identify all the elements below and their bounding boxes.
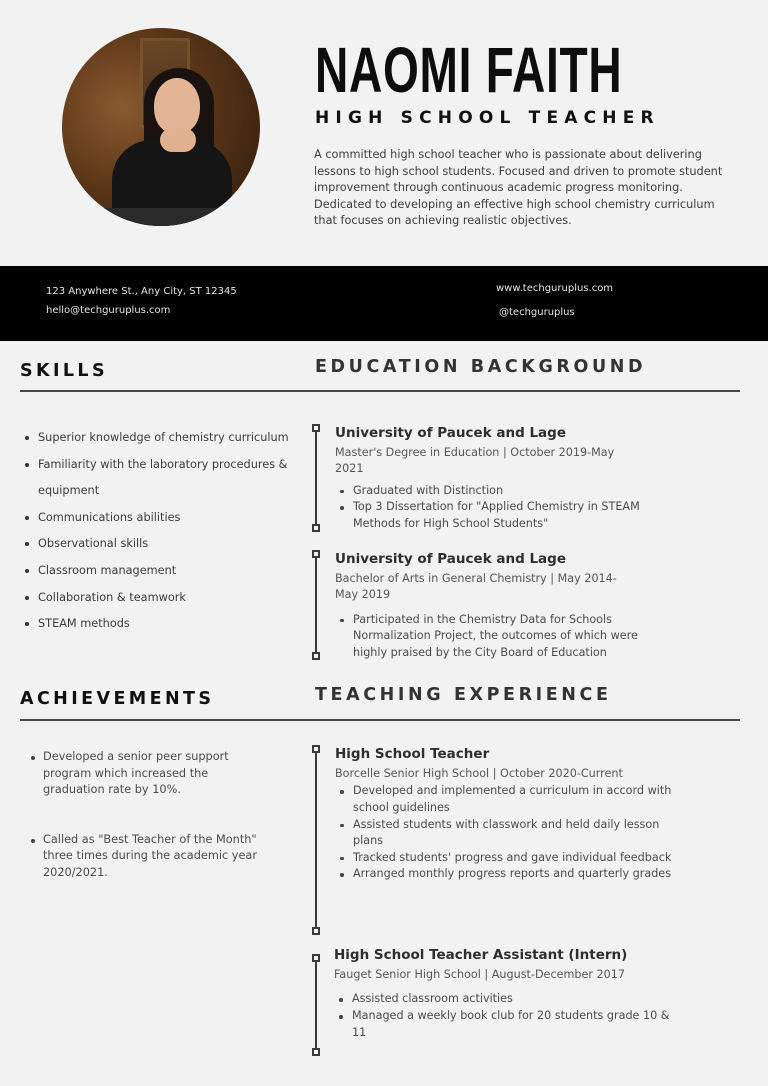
timeline-node-icon [312,954,320,962]
timeline-line [315,428,317,528]
photo-table [102,208,242,226]
experience-detail: Borcelle Senior High School | October 2020-Current [335,767,623,780]
skill-item: Collaboration & teamwork [22,585,292,612]
experience-bullet: Assisted classroom activities [334,991,674,1008]
section-divider-top [20,390,740,392]
education-institution: University of Paucek and Lage [335,425,566,441]
skill-item: Observational skills [22,531,292,558]
timeline-line [315,554,317,656]
education-detail: Master's Degree in Education | October 2019-May 2021 [335,446,615,476]
contact-band [0,266,768,341]
education-institution: University of Paucek and Lage [335,551,566,567]
skills-list [22,425,292,638]
timeline-connector [312,550,320,660]
education-detail: Bachelor of Arts in General Chemistry | May 2014-May 2019 [335,572,617,602]
education-heading: EDUCATION BACKGROUND [315,357,647,377]
timeline-connector [312,745,320,935]
education-bullet: Top 3 Dissertation for "Applied Chemistry in STEAM Methods for High School Students" [335,499,675,532]
timeline-node-icon [312,927,320,935]
contact-website[interactable]: www.techguruplus.com [496,283,614,294]
timeline-node-icon [312,1048,320,1056]
timeline-node-icon [312,550,320,558]
education-entry [312,550,712,660]
education-bullets [335,483,675,533]
experience-bullet: Assisted students with classwork and held daily lesson plans [335,817,675,850]
timeline-node-icon [312,652,320,660]
achievement-item: Called as "Best Teacher of the Month" three times during the academic year 2020/2021. [28,832,258,882]
achievements-list [28,749,258,882]
skill-item: Communications abilities [22,505,292,532]
education-bullets [335,612,675,662]
experience-bullet: Tracked students' progress and gave individual feedback [335,850,675,867]
skill-item: Superior knowledge of chemistry curriculum [22,425,292,452]
contact-address: 123 Anywhere St., Any City, ST 12345 [46,286,237,297]
achievement-item: Developed a senior peer support program which increased the graduation rate by 10%. [28,749,258,799]
experience-bullet: Arranged monthly progress reports and quarterly grades [335,866,675,883]
experience-bullets [335,783,675,883]
contact-social[interactable]: @techguruplus [499,307,575,318]
experience-entry [312,946,712,1056]
photo-face [154,78,200,134]
experience-entry [312,745,712,935]
profile-summary: A committed high school teacher who is passionate about delivering lessons to high school students. Focused and driven to promote student improvement through continuous academic progress monitoring. Dedicated to developing an effective high school chemistry curriculum that focuses on achieving realistic objectives. [314,148,723,228]
experience-bullets [334,991,674,1041]
experience-position: High School Teacher [335,746,490,762]
timeline-node-icon [312,745,320,753]
experience-bullet: Managed a weekly book club for 20 students grade 10 & 11 [334,1008,674,1041]
education-bullet: Participated in the Chemistry Data for Schools Normalization Project, the outcomes of which were highly praised by the City Board of Education [335,612,675,662]
education-entry [312,424,712,532]
timeline-node-icon [312,524,320,532]
experience-position: High School Teacher Assistant (Intern) [334,947,628,963]
experience-detail: Fauget Senior High School | August-December 2017 [334,968,625,981]
timeline-line [315,749,317,931]
skill-item: Classroom management [22,558,292,585]
skill-item: STEAM methods [22,611,292,638]
timeline-connector [312,424,320,532]
education-bullet: Graduated with Distinction [335,483,675,500]
timeline-node-icon [312,424,320,432]
candidate-role: HIGH SCHOOL TEACHER [315,108,660,128]
experience-bullet: Developed and implemented a curriculum in accord with school guidelines [335,783,675,816]
contact-email[interactable]: hello@techguruplus.com [46,305,171,316]
experience-heading: TEACHING EXPERIENCE [315,685,612,705]
profile-photo [62,28,260,226]
candidate-name: NAOMI FAITH [315,34,623,106]
photo-hands [160,128,196,152]
section-divider-bottom [20,719,740,721]
skill-item: Familiarity with the laboratory procedures & equipment [22,452,292,505]
skills-heading: SKILLS [20,361,108,381]
achievements-heading: ACHIEVEMENTS [20,689,215,709]
timeline-connector [312,954,320,1056]
timeline-line [315,958,317,1052]
